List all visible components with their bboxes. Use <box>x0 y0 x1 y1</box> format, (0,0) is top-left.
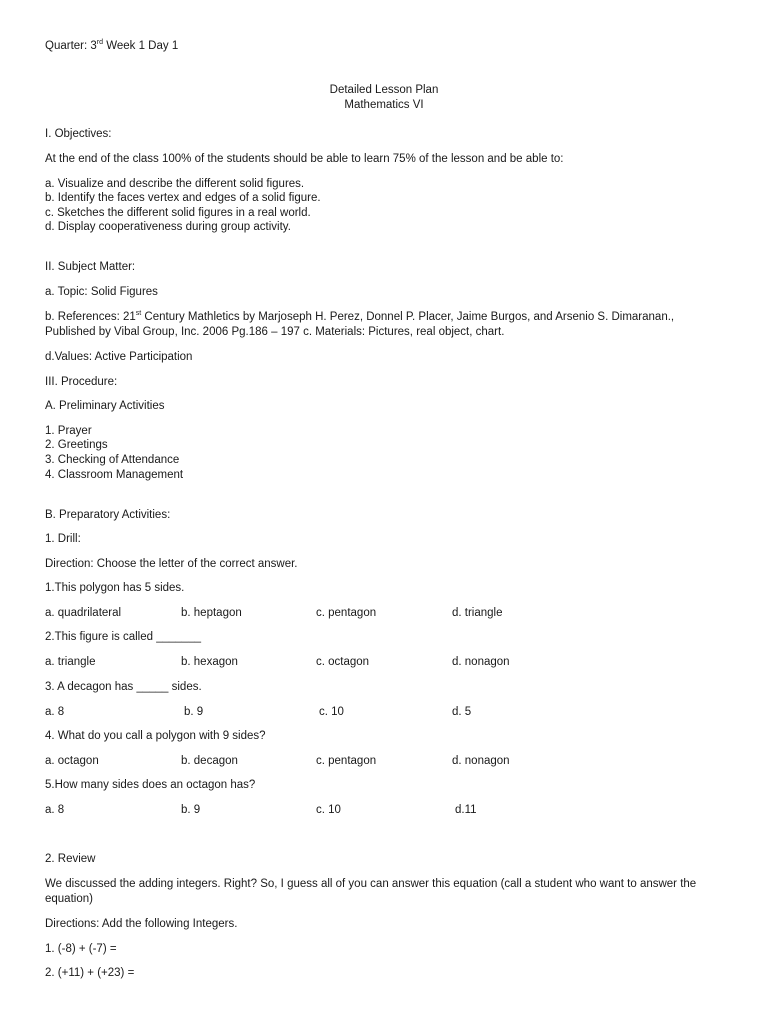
answer-option: d. triangle <box>452 607 503 619</box>
equation-item: 1. (-8) + (-7) = <box>45 943 117 955</box>
procedure-heading: III. Procedure: <box>45 376 118 388</box>
objective-item: d. Display cooperativeness during group activity. <box>45 221 291 233</box>
objective-item: a. Visualize and describe the different solid figures. <box>45 178 305 190</box>
drill-question: 3. A decagon has _____ sides. <box>45 681 202 693</box>
objectives-intro: At the end of the class 100% of the students should be able to learn 75% of the lesson and be able to: <box>45 153 564 165</box>
answer-option: d. nonagon <box>452 656 510 668</box>
preliminary-item: 1. Prayer <box>45 425 92 437</box>
preliminary-item: 4. Classroom Management <box>45 469 184 481</box>
review-direction: Directions: Add the following Integers. <box>45 918 238 930</box>
preliminary-heading: A. Preliminary Activities <box>45 400 165 412</box>
review-paragraph: We discussed the adding integers. Right? So, I guess all of you can answer this equation (call a student who want to answer the equation) <box>45 878 697 905</box>
objective-item: c. Sketches the different solid figures in a real world. <box>45 207 311 219</box>
answer-option: a. octagon <box>45 755 99 767</box>
quarter-suffix: Week 1 Day 1 <box>103 40 179 52</box>
objective-item: b. Identify the faces vertex and edges of a solid figure. <box>45 192 321 204</box>
quarter-prefix: Quarter: 3 <box>45 40 97 52</box>
subject-matter-heading: II. Subject Matter: <box>45 261 136 273</box>
values-line: d.Values: Active Participation <box>45 351 193 363</box>
preparatory-heading: B. Preparatory Activities: <box>45 509 171 521</box>
answer-option: c. 10 <box>319 706 344 718</box>
drill-heading: 1. Drill: <box>45 533 81 545</box>
drill-question: 5.How many sides does an octagon has? <box>45 779 256 791</box>
references-superscript: st <box>135 310 142 317</box>
preliminary-item: 3. Checking of Attendance <box>45 454 180 466</box>
references-prefix: b. References: 21 <box>45 311 136 323</box>
answer-option: b. 9 <box>181 804 201 816</box>
answer-option: b. hexagon <box>181 656 238 668</box>
answer-option: d. nonagon <box>452 755 510 767</box>
answer-option: a. triangle <box>45 656 96 668</box>
drill-direction: Direction: Choose the letter of the correct answer. <box>45 558 298 570</box>
topic-line: a. Topic: Solid Figures <box>45 286 158 298</box>
references-suffix: Century Mathletics by Marjoseph H. Perez, Donnel P. Placer, Jaime Burgos, and Arsenio S. Dimaranan., Published by Vibal Group, Inc. 2006 Pg.186 – 197 c. Materials: Pictures, real object, chart. <box>45 311 675 338</box>
document-subject: Mathematics VI <box>344 99 424 111</box>
answer-option: a. 8 <box>45 804 65 816</box>
answer-option: c. 10 <box>316 804 341 816</box>
document-title: Detailed Lesson Plan <box>329 84 439 96</box>
answer-option: d.11 <box>455 804 477 816</box>
drill-question: 4. What do you call a polygon with 9 sides? <box>45 730 266 742</box>
answer-option: b. 9 <box>184 706 204 718</box>
review-heading: 2. Review <box>45 853 96 865</box>
answer-option: b. decagon <box>181 755 238 767</box>
answer-option: c. pentagon <box>316 607 377 619</box>
answer-option: c. octagon <box>316 656 370 668</box>
equation-item: 2. (+11) + (+23) = <box>45 967 135 979</box>
answer-option: a. quadrilateral <box>45 607 122 619</box>
drill-question: 1.This polygon has 5 sides. <box>45 582 185 594</box>
preliminary-item: 2. Greetings <box>45 439 108 451</box>
references-paragraph <box>45 310 705 340</box>
objectives-heading: I. Objectives: <box>45 128 112 140</box>
drill-question: 2.This figure is called _______ <box>45 631 201 643</box>
answer-option: c. pentagon <box>316 755 377 767</box>
answer-option: d. 5 <box>452 706 472 718</box>
answer-option: b. heptagon <box>181 607 242 619</box>
quarter-superscript: rd <box>96 39 104 46</box>
quarter-line <box>45 39 178 54</box>
answer-option: a. 8 <box>45 706 65 718</box>
